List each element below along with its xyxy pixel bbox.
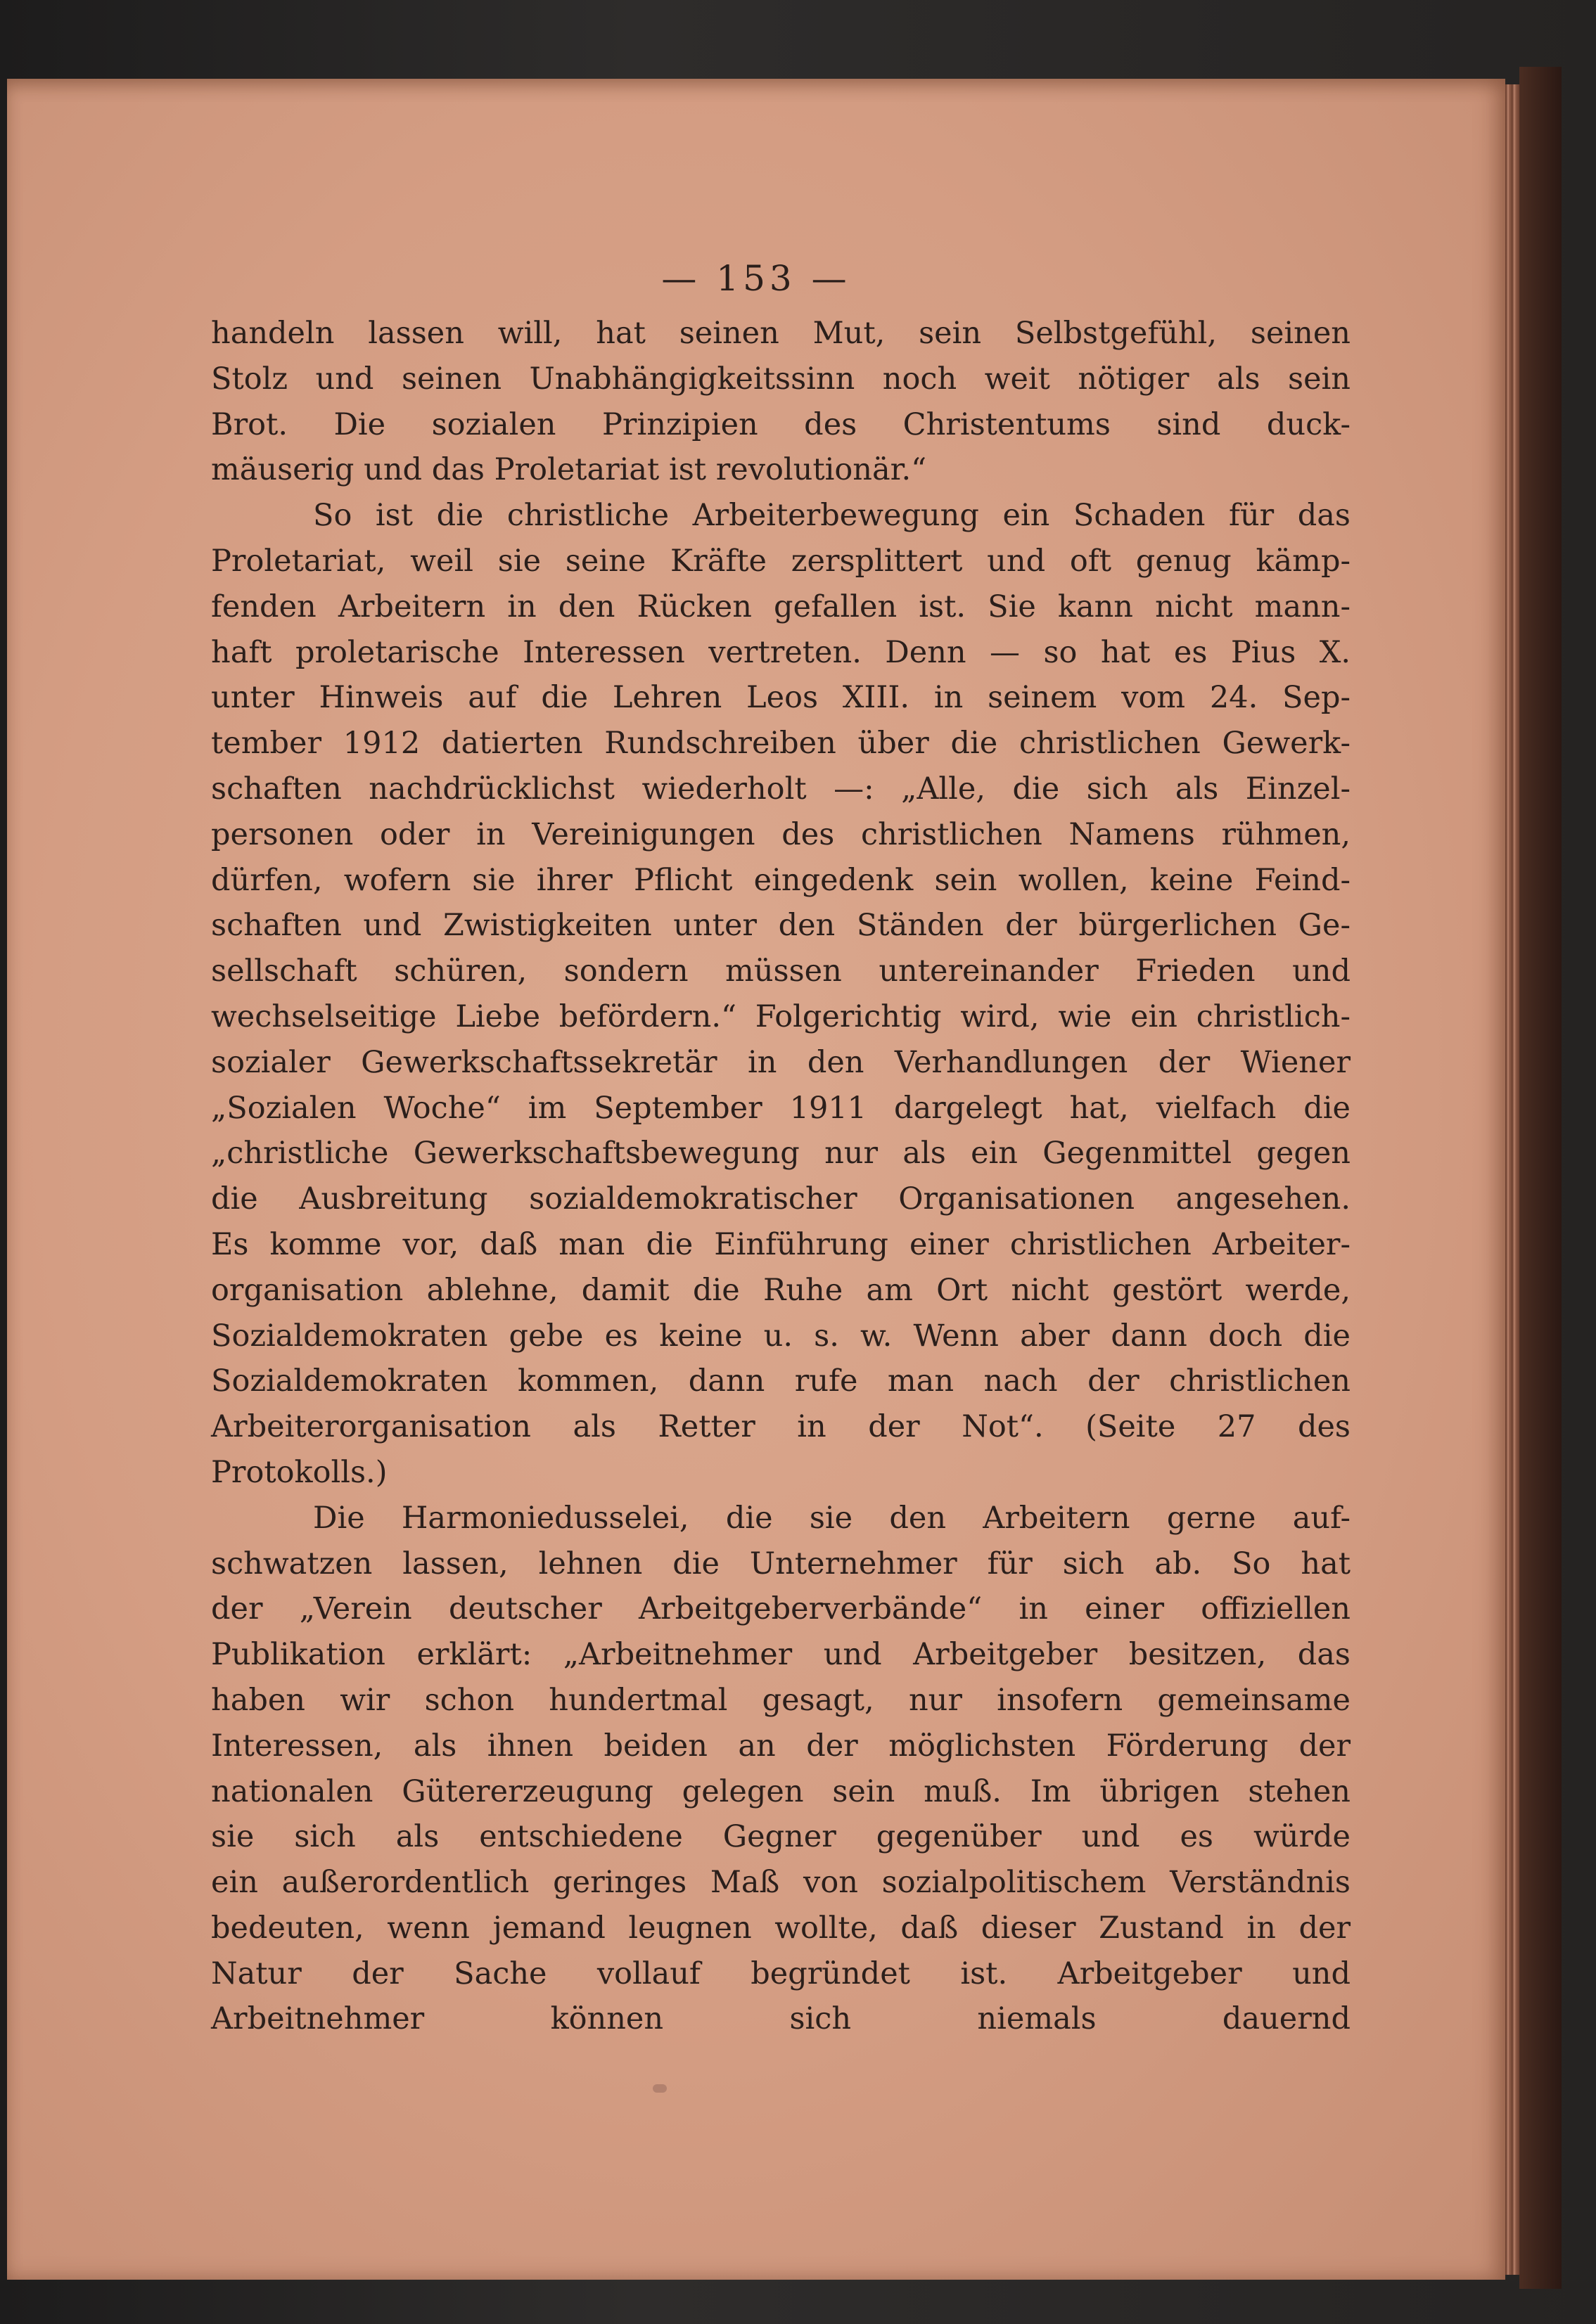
- text-line: „christliche Gewerkschaftsbewegung nur als ein Gegenmittel gegen: [211, 1136, 1351, 1171]
- text-line: ein außerordentlich geringes Maß von sozialpolitischem Verständnis: [211, 1865, 1351, 1901]
- text-line: Brot. Die sozialen Prinzipien des Christentums sind duck-: [211, 406, 1351, 442]
- text-line: Publikation erklärt: „Arbeitnehmer und Arbeitgeber besitzen, das: [211, 1637, 1351, 1673]
- text-line: unter Hinweis auf die Lehren Leos XIII. in seinem vom 24. Sep-: [211, 680, 1351, 716]
- page-number: — 153 —: [661, 258, 851, 299]
- text-line: bedeuten, wenn jemand leugnen wollte, daß dieser Zustand in der: [211, 1910, 1351, 1946]
- text-line: Natur der Sache vollauf begründet ist. Arbeitgeber und: [211, 1956, 1351, 1991]
- text-line: So ist die christliche Arbeiterbewegung ein Schaden für das: [313, 498, 1351, 534]
- text-line: schwatzen lassen, lehnen die Unternehmer für sich ab. So hat: [211, 1546, 1351, 1581]
- text-line: sellschaft schüren, sondern müssen untereinander Frieden und: [211, 954, 1351, 989]
- text-line: der „Verein deutscher Arbeitgeberverbände“ in einer offiziellen: [211, 1591, 1351, 1627]
- text-line: nationalen Gütererzeugung gelegen sein muß. Im übrigen stehen: [211, 1773, 1351, 1809]
- text-line: schaften nachdrücklichst wiederholt —: „Alle, die sich als Einzel-: [211, 771, 1351, 807]
- text-line: dürfen, wofern sie ihrer Pflicht eingedenk sein wollen, keine Feind-: [211, 862, 1351, 898]
- text-line: Arbeitnehmer können sich niemals dauernd: [211, 2001, 1351, 2037]
- text-line: die Ausbreitung sozialdemokratischer Organisationen angesehen.: [211, 1181, 1351, 1217]
- text-line: Stolz und seinen Unabhängigkeitssinn noch weit nötiger als sein: [211, 361, 1351, 397]
- text-line: wechselseitige Liebe befördern.“ Folgerichtig wird, wie ein christlich-: [211, 999, 1351, 1034]
- text-line: Arbeiterorganisation als Retter in der Not“. (Seite 27 des: [211, 1409, 1351, 1445]
- body-text: [211, 311, 1351, 2042]
- text-line: schaften und Zwistigkeiten unter den Ständen der bürgerlichen Ge-: [211, 908, 1351, 944]
- text-line: „Sozialen Woche“ im September 1911 dargelegt hat, vielfach die: [211, 1090, 1351, 1126]
- text-line: Es komme vor, daß man die Einführung einer christlichen Arbeiter-: [211, 1226, 1351, 1262]
- text-line: sie sich als entschiedene Gegner gegenüber und es würde: [211, 1819, 1351, 1855]
- text-line: fenden Arbeitern in den Rücken gefallen ist. Sie kann nicht mann-: [211, 589, 1351, 624]
- text-line: Sozialdemokraten kommen, dann rufe man nach der christlichen: [211, 1363, 1351, 1399]
- text-line: haben wir schon hundertmal gesagt, nur insofern gemeinsame: [211, 1682, 1351, 1718]
- text-line: handeln lassen will, hat seinen Mut, sein Selbstgefühl, seinen: [211, 316, 1351, 351]
- text-line: organisation ablehne, damit die Ruhe am Ort nicht gestört werde,: [211, 1272, 1351, 1308]
- text-line: Die Harmoniedusselei, die sie den Arbeitern gerne auf-: [313, 1500, 1351, 1536]
- text-line: mäuserig und das Proletariat ist revolutionär.“: [211, 452, 927, 488]
- ink-spot: [653, 2084, 667, 2093]
- book-cover-edge: [1519, 67, 1562, 2289]
- text-line: Sozialdemokraten gebe es keine u. s. w. Wenn aber dann doch die: [211, 1318, 1351, 1354]
- text-line: personen oder in Vereinigungen des christlichen Namens rühmen,: [211, 816, 1351, 852]
- text-line: Protokolls.): [211, 1454, 388, 1490]
- text-line: Interessen, als ihnen beiden an der möglichsten Förderung der: [211, 1728, 1351, 1764]
- text-line: tember 1912 datierten Rundschreiben über die christlichen Gewerk-: [211, 726, 1351, 762]
- text-line: haft proletarische Interessen vertreten. Denn — so hat es Pius X.: [211, 634, 1351, 670]
- text-line: sozialer Gewerkschaftssekretär in den Verhandlungen der Wiener: [211, 1044, 1351, 1080]
- book-page: [7, 79, 1505, 2280]
- text-line: Proletariat, weil sie seine Kräfte zersplittert und oft genug kämp-: [211, 543, 1351, 579]
